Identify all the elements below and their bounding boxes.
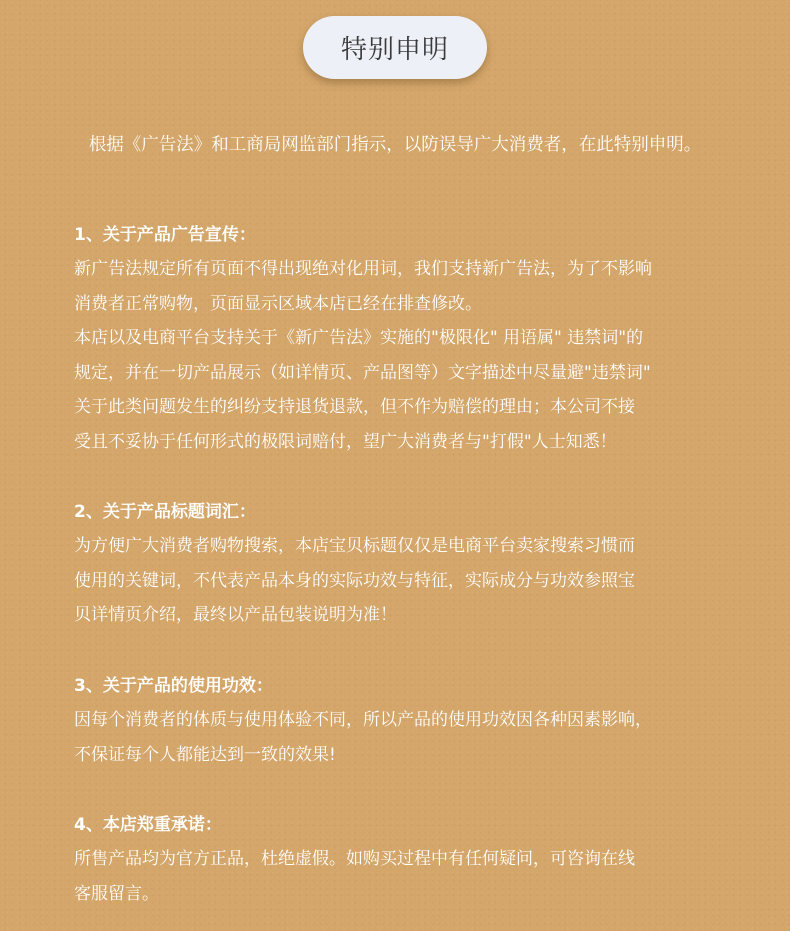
page-title: 特别申明 bbox=[340, 35, 449, 65]
section-line: 因每个消费者的体质与使用体验不同，所以产品的使用功效因各种因素影响， bbox=[74, 710, 652, 730]
section-promise bbox=[74, 808, 764, 911]
intro-text: 根据《广告法》和工商局网监部门指示，以防误导广大消费者，在此特别申明。 bbox=[88, 135, 702, 155]
section-heading: 1、关于产品广告宣传： bbox=[74, 225, 256, 245]
section-line: 客服留言。 bbox=[74, 883, 159, 904]
section-line: 为方便广大消费者购物搜索，本店宝贝标题仅仅是电商平台卖家搜索习惯而 bbox=[74, 536, 635, 556]
section-line: 所售产品均为官方正品，杜绝虚假。如购买过程中有任何疑问，可咨询在线 bbox=[74, 849, 635, 869]
section-line: 规定，并在一切产品展示（如详情页、产品图等）文字描述中尽量避"违禁词" bbox=[74, 362, 651, 383]
section-heading: 4、本店郑重承诺： bbox=[74, 815, 222, 835]
section-line: 不保证每个人都能达到一致的效果! bbox=[74, 744, 336, 765]
section-efficacy bbox=[74, 669, 764, 772]
section-advertising bbox=[74, 218, 764, 459]
section-line: 使用的关键词，不代表产品本身的实际功效与特征，实际成分与功效参照宝 bbox=[74, 570, 635, 591]
section-heading: 3、关于产品的使用功效： bbox=[74, 676, 273, 696]
section-line: 贝详情页介绍，最终以产品包装说明为准！ bbox=[74, 605, 397, 625]
section-line: 关于此类问题发生的纠纷支持退货退款，但不作为赔偿的理由；本公司不接 bbox=[74, 397, 635, 417]
section-line: 消费者正常购物，页面显示区域本店已经在排查修改。 bbox=[74, 293, 482, 314]
section-title-words bbox=[74, 495, 764, 633]
section-line: 受且不妥协于任何形式的极限词赔付，望广大消费者与"打假"人士知悉！ bbox=[74, 431, 617, 452]
section-heading: 2、关于产品标题词汇： bbox=[74, 502, 256, 522]
section-line: 本店以及电商平台支持关于《新广告法》实施的"极限化" 用语属" 违禁词"的 bbox=[74, 328, 644, 348]
page-title-badge bbox=[303, 16, 487, 79]
section-line: 新广告法规定所有页面不得出现绝对化用词，我们支持新广告法，为了不影响 bbox=[74, 259, 652, 279]
